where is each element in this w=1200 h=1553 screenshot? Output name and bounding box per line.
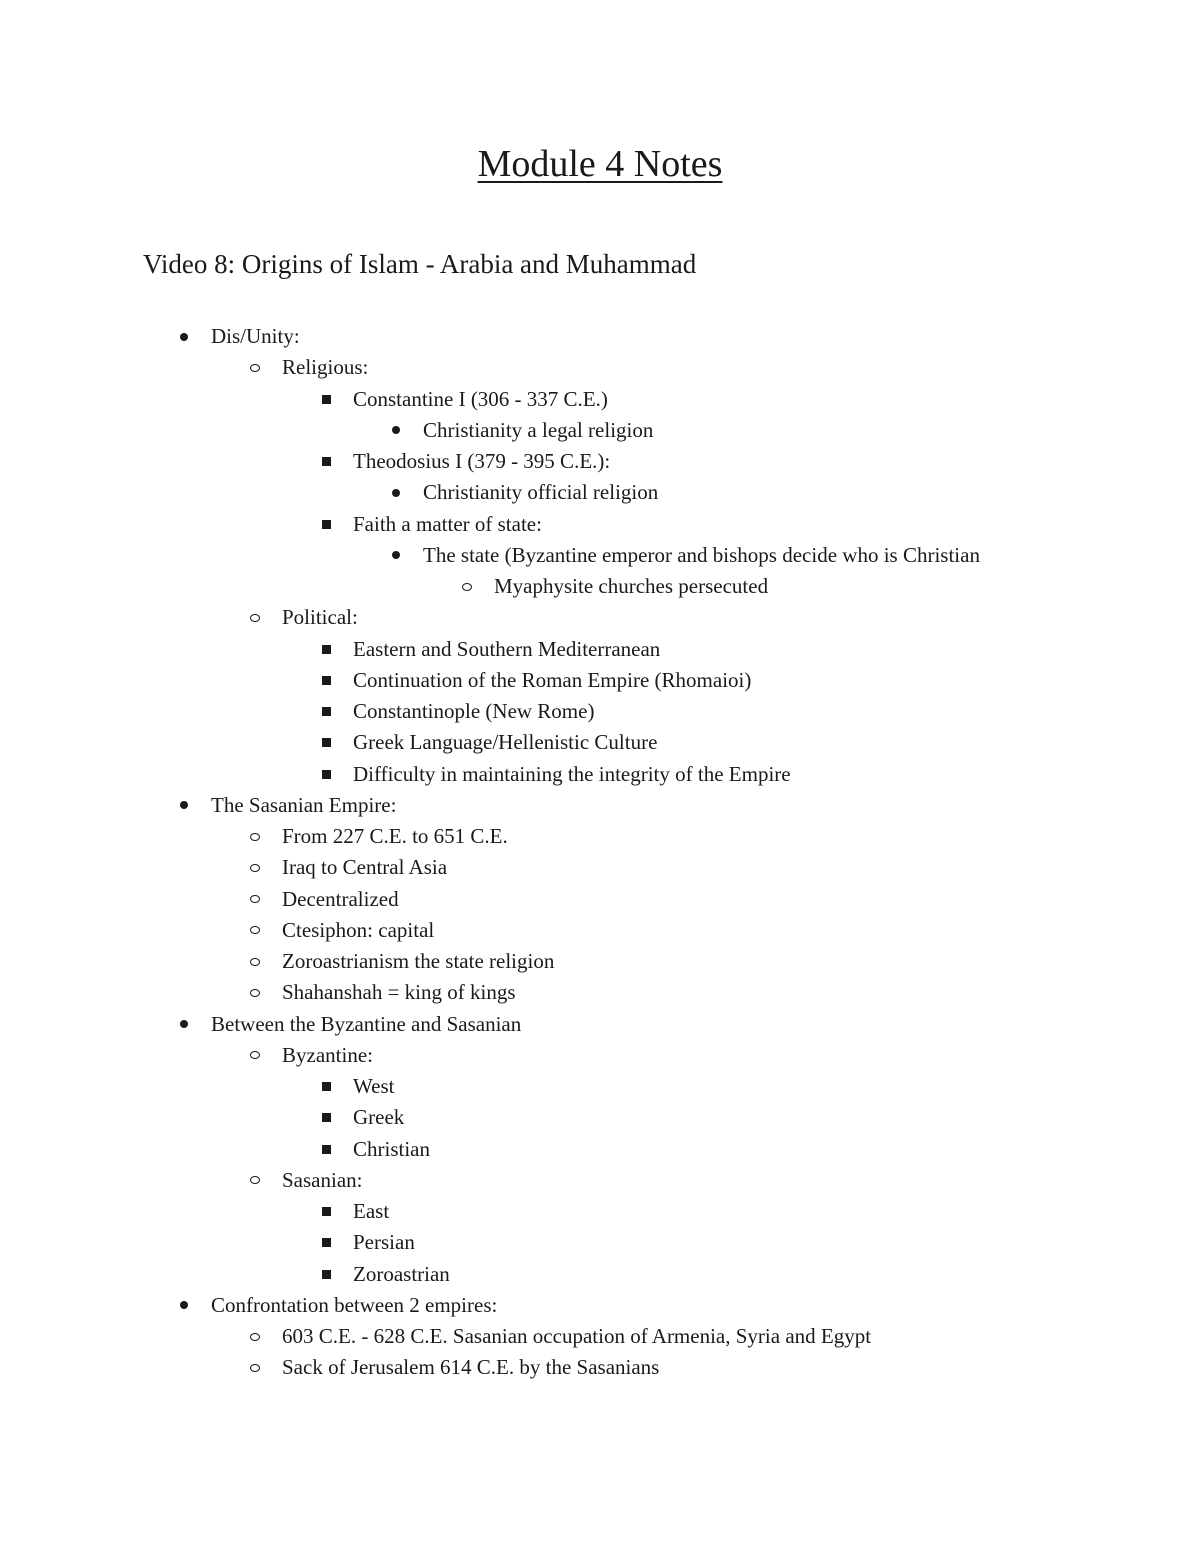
bullet-marker <box>316 1134 336 1165</box>
filled-square-bullet-icon <box>322 738 331 747</box>
bullet-marker <box>316 1196 336 1227</box>
list-item <box>0 1290 1200 1321</box>
bullet-marker <box>245 915 265 946</box>
filled-circle-bullet-icon <box>392 426 400 434</box>
page-title <box>0 140 1200 188</box>
bullet-marker <box>316 759 336 790</box>
list-item-text: Confrontation between 2 empires: <box>211 1292 498 1317</box>
list-item-text: Sasanian: <box>282 1167 363 1192</box>
hollow-circle-bullet-icon <box>250 833 260 841</box>
bullet-marker <box>174 1009 194 1040</box>
list-item-text: Continuation of the Roman Empire (Rhomaioi) <box>353 667 752 692</box>
hollow-circle-bullet-icon <box>250 1333 260 1341</box>
list-item <box>0 696 1200 727</box>
bullet-marker <box>316 727 336 758</box>
list-item-text: Dis/Unity: <box>211 324 300 348</box>
list-item-text: The state (Byzantine emperor and bishops decide who is Christian <box>423 542 980 567</box>
bullet-marker <box>316 509 336 540</box>
list-item-text: From 227 C.E. to 651 C.E. <box>282 824 508 848</box>
list-item <box>0 1352 1200 1383</box>
list-item-text: Myaphysite churches persecuted <box>494 574 769 598</box>
list-item-text: Difficulty in maintaining the integrity of the Empire <box>353 761 791 786</box>
list-item <box>0 321 1200 352</box>
bullet-marker <box>386 540 406 571</box>
list-item-text: Christianity a legal religion <box>423 417 654 442</box>
notes-outline <box>0 321 1200 1384</box>
list-item-text: Political: <box>282 605 358 630</box>
list-item <box>0 1196 1200 1227</box>
bullet-marker <box>316 446 336 477</box>
list-item <box>0 540 1200 571</box>
list-item <box>0 1071 1200 1102</box>
hollow-circle-bullet-icon <box>250 989 260 997</box>
list-item <box>0 790 1200 821</box>
list-item <box>0 884 1200 915</box>
list-item-text: Sack of Jerusalem 614 C.E. by the Sasanians <box>282 1355 660 1380</box>
bullet-marker <box>245 1165 265 1196</box>
filled-circle-bullet-icon <box>392 489 400 497</box>
list-item-text: Zoroastrianism the state religion <box>282 949 555 973</box>
list-item-text: Greek <box>353 1105 405 1130</box>
hollow-circle-bullet-icon <box>250 614 260 622</box>
bullet-marker <box>245 1040 265 1071</box>
filled-square-bullet-icon <box>322 1270 331 1279</box>
section-heading: Video 8: Origins of Islam - Arabia and Muhammad <box>143 249 697 279</box>
bullet-marker <box>245 1352 265 1383</box>
list-item-text: Decentralized <box>282 886 399 911</box>
filled-square-bullet-icon <box>322 520 331 529</box>
filled-circle-bullet-icon <box>180 1020 188 1028</box>
list-item <box>0 384 1200 415</box>
list-item <box>0 1134 1200 1165</box>
list-item-text: Zoroastrian <box>353 1261 450 1286</box>
bullet-marker <box>316 1071 336 1102</box>
list-item-text: Christianity official religion <box>423 480 659 505</box>
page-title-text: Module 4 Notes <box>477 143 723 185</box>
hollow-circle-bullet-icon <box>250 1176 260 1184</box>
list-item-text: Christian <box>353 1136 430 1161</box>
filled-square-bullet-icon <box>322 1113 331 1122</box>
filled-circle-bullet-icon <box>180 1301 188 1309</box>
list-item <box>0 946 1200 977</box>
bullet-marker <box>457 571 477 602</box>
list-item <box>0 571 1200 602</box>
list-item <box>0 1102 1200 1133</box>
bullet-marker <box>174 1290 194 1321</box>
bullet-marker <box>245 977 265 1008</box>
filled-square-bullet-icon <box>322 645 331 654</box>
list-item-text: Between the Byzantine and Sasanian <box>211 1011 522 1036</box>
filled-square-bullet-icon <box>322 1145 331 1154</box>
filled-square-bullet-icon <box>322 1082 331 1091</box>
bullet-marker <box>245 602 265 633</box>
filled-square-bullet-icon <box>322 395 331 404</box>
hollow-circle-bullet-icon <box>250 895 260 903</box>
filled-circle-bullet-icon <box>180 801 188 809</box>
hollow-circle-bullet-icon <box>250 1051 260 1059</box>
bullet-marker <box>245 852 265 883</box>
bullet-marker <box>174 790 194 821</box>
bullet-marker <box>316 384 336 415</box>
list-item <box>0 1227 1200 1258</box>
list-item-text: Shahanshah = king of kings <box>282 980 516 1005</box>
list-item <box>0 665 1200 696</box>
bullet-marker <box>316 634 336 665</box>
bullet-marker <box>245 884 265 915</box>
list-item-text: Greek Language/Hellenistic Culture <box>353 730 658 755</box>
list-item <box>0 821 1200 852</box>
list-item-text: 603 C.E. - 628 C.E. Sasanian occupation of Armenia, Syria and Egypt <box>282 1324 872 1348</box>
bullet-marker <box>316 665 336 696</box>
list-item-text: The Sasanian Empire: <box>211 792 397 817</box>
filled-square-bullet-icon <box>322 707 331 716</box>
filled-square-bullet-icon <box>322 1238 331 1247</box>
hollow-circle-bullet-icon <box>250 864 260 872</box>
list-item-text: East <box>353 1199 390 1223</box>
filled-circle-bullet-icon <box>392 551 400 559</box>
hollow-circle-bullet-icon <box>250 364 260 372</box>
hollow-circle-bullet-icon <box>250 958 260 966</box>
list-item-text: Byzantine: <box>282 1042 373 1067</box>
list-item <box>0 727 1200 758</box>
list-item-text: Constantinople (New Rome) <box>353 699 595 723</box>
list-item <box>0 415 1200 446</box>
list-item-text: Eastern and Southern Mediterranean <box>353 636 661 661</box>
list-item-text: Faith a matter of state: <box>353 511 542 536</box>
hollow-circle-bullet-icon <box>462 583 472 591</box>
list-item-text: Theodosius I (379 - 395 C.E.): <box>353 449 611 473</box>
list-item-text: Constantine I (306 - 337 C.E.) <box>353 386 608 411</box>
list-item <box>0 352 1200 383</box>
list-item-text: Ctesiphon: capital <box>282 917 435 942</box>
list-item-text: Iraq to Central Asia <box>282 855 448 880</box>
bullet-marker <box>316 1227 336 1258</box>
list-item-text: Religious: <box>282 355 369 380</box>
list-item-text: West <box>353 1074 395 1098</box>
filled-square-bullet-icon <box>322 676 331 685</box>
list-item <box>0 1009 1200 1040</box>
bullet-marker <box>245 821 265 852</box>
list-item <box>0 509 1200 540</box>
list-item <box>0 477 1200 508</box>
bullet-marker <box>245 946 265 977</box>
bullet-marker <box>245 1321 265 1352</box>
hollow-circle-bullet-icon <box>250 926 260 934</box>
list-item <box>0 1040 1200 1071</box>
list-item <box>0 977 1200 1008</box>
list-item <box>0 852 1200 883</box>
filled-circle-bullet-icon <box>180 333 188 341</box>
filled-square-bullet-icon <box>322 770 331 779</box>
filled-square-bullet-icon <box>322 1207 331 1216</box>
list-item <box>0 915 1200 946</box>
list-item-text: Persian <box>353 1230 415 1255</box>
bullet-marker <box>386 415 406 446</box>
list-item <box>0 634 1200 665</box>
list-item <box>0 1321 1200 1352</box>
hollow-circle-bullet-icon <box>250 1364 260 1372</box>
bullet-marker <box>316 696 336 727</box>
list-item <box>0 446 1200 477</box>
list-item <box>0 602 1200 633</box>
bullet-marker <box>316 1259 336 1290</box>
bullet-marker <box>386 477 406 508</box>
list-item <box>0 1165 1200 1196</box>
filled-square-bullet-icon <box>322 457 331 466</box>
bullet-marker <box>245 352 265 383</box>
bullet-marker <box>174 321 194 352</box>
list-item <box>0 1259 1200 1290</box>
bullet-marker <box>316 1102 336 1133</box>
list-item <box>0 759 1200 790</box>
